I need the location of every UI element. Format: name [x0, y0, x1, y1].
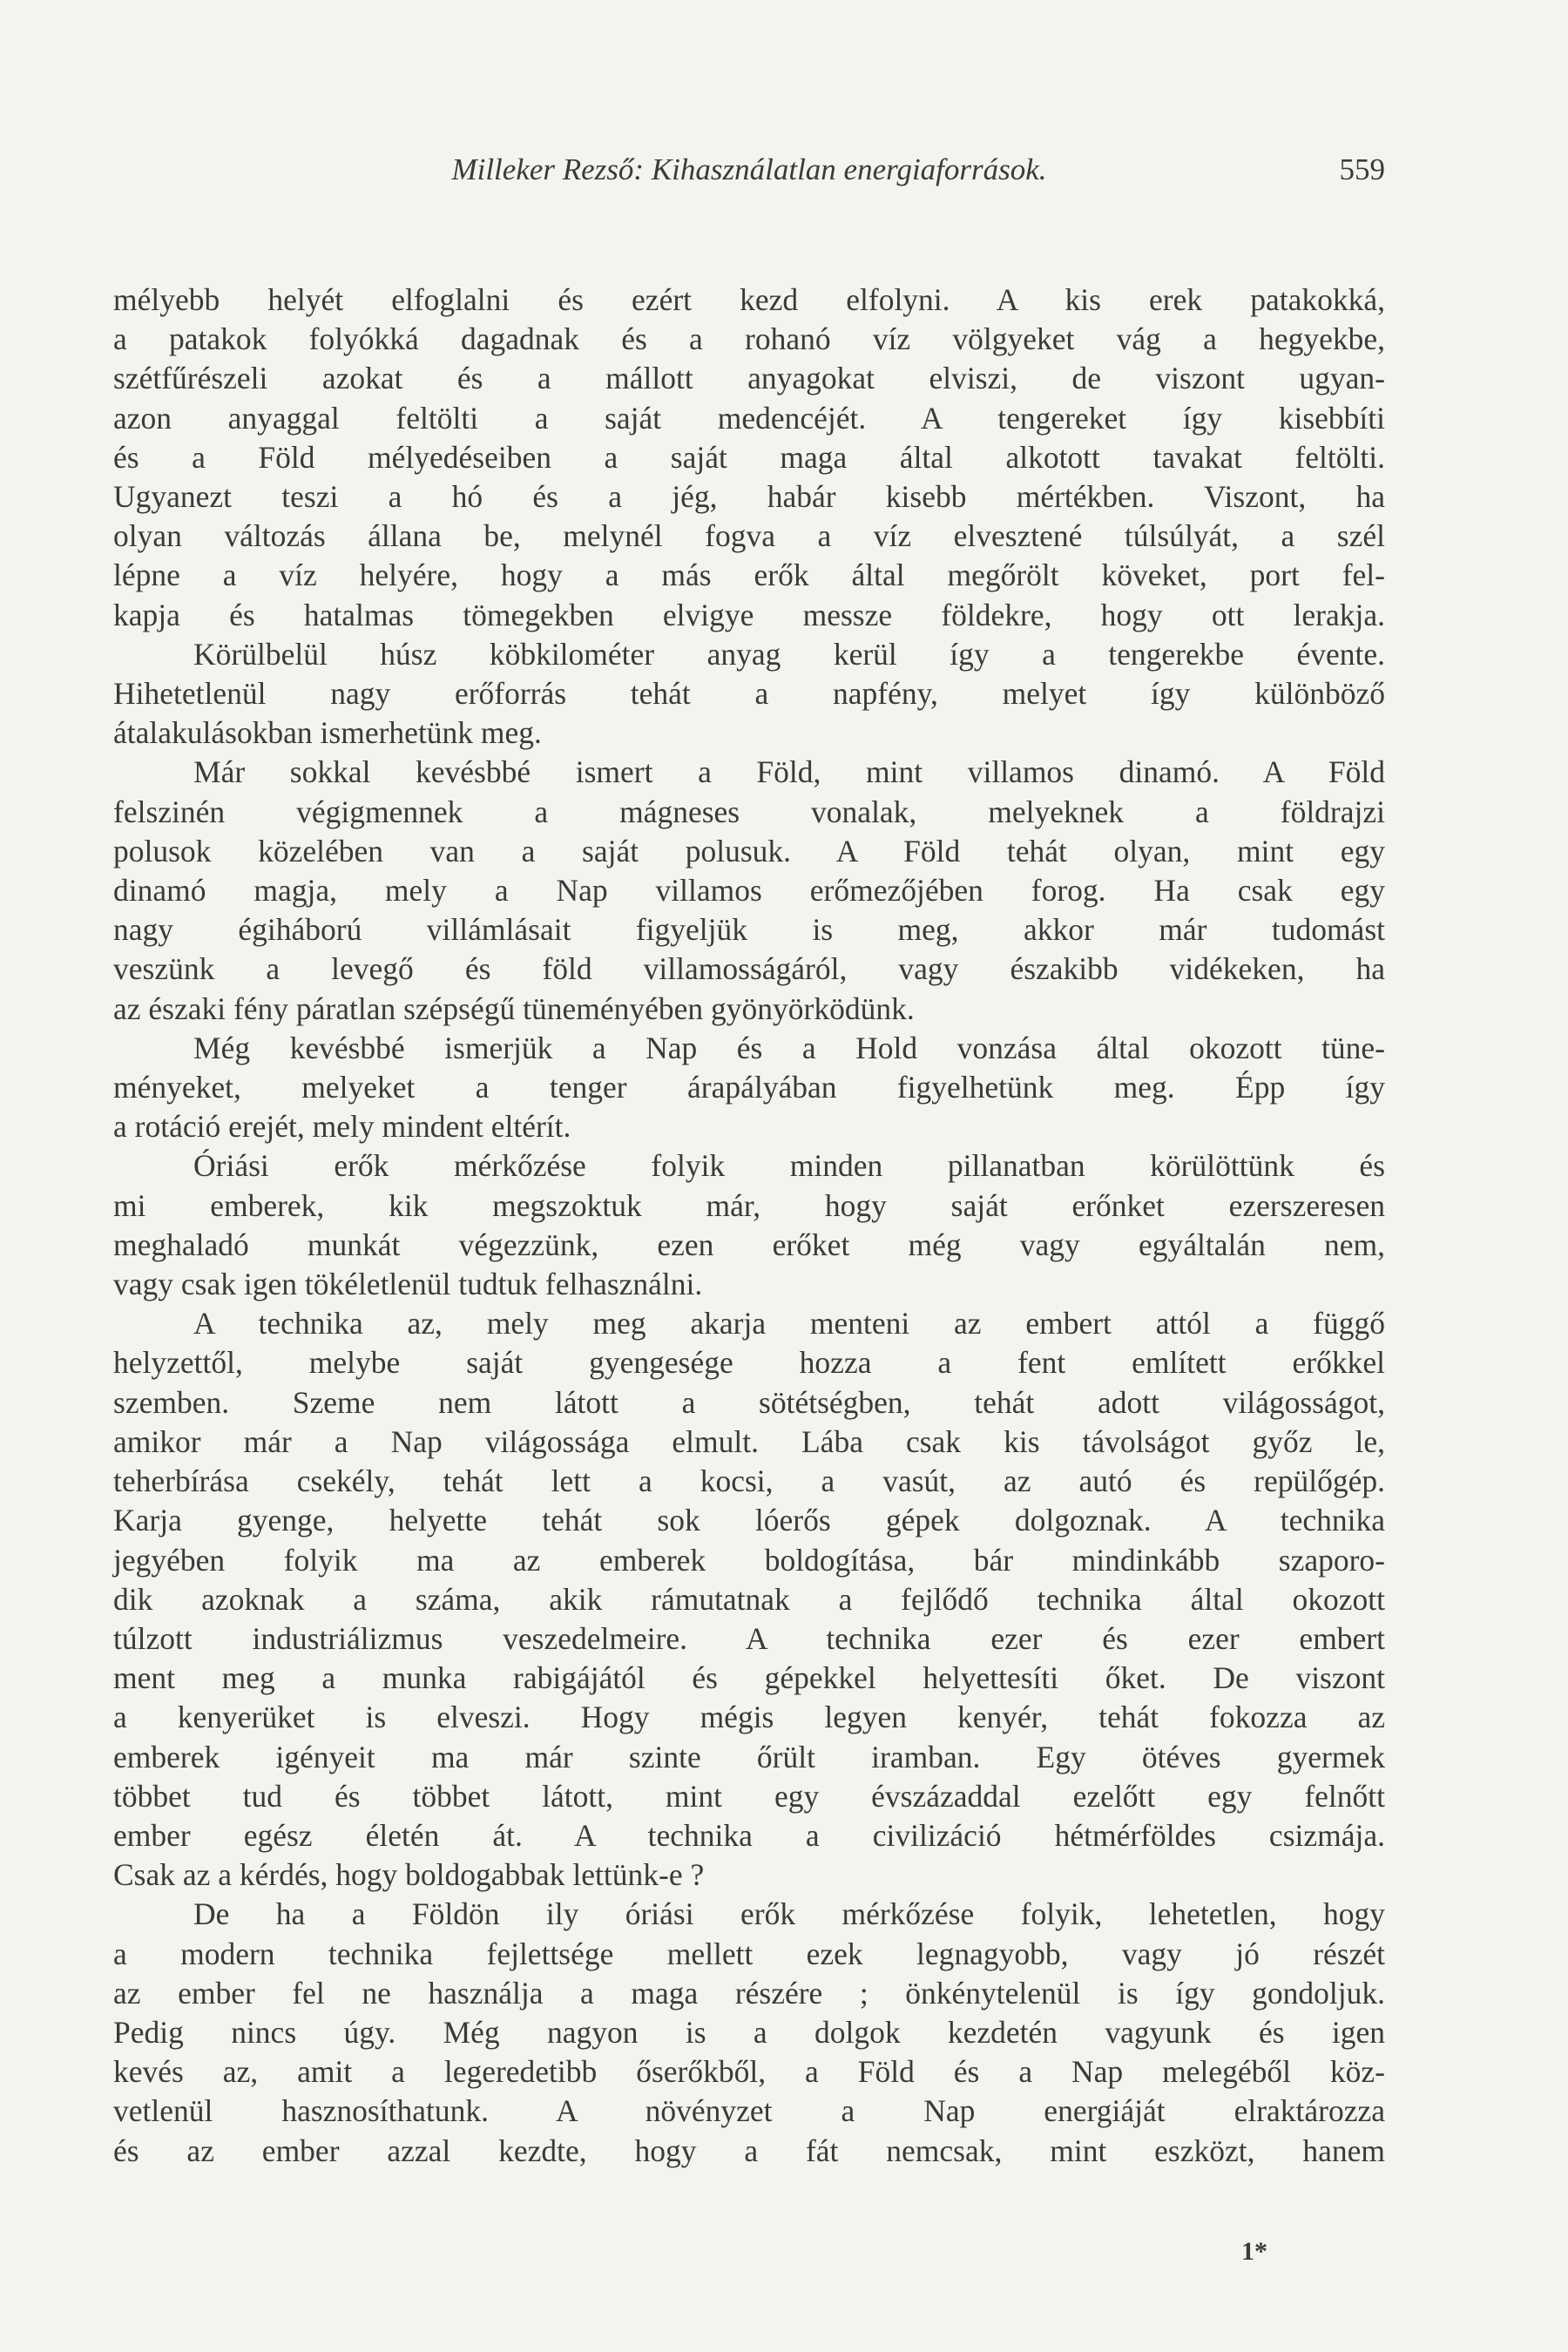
text-line: kapja és hatalmas tömegekben elvigye messze földekre, hogy ott lerakja. [113, 597, 1385, 632]
text-line: átalakulásokban ismerhetünk meg. [113, 715, 542, 751]
text-line: dik azoknak a száma, akik rámutatnak a fejlődő technika által okozott [113, 1581, 1385, 1617]
text-line: mélyebb helyét elfoglalni és ezért kezd elfolyni. A kis erek patakokká, [113, 282, 1385, 317]
text-line: ményeket, melyeket a tenger árapályában figyelhetünk meg. Épp így [113, 1070, 1385, 1105]
text-line: azon anyaggal feltölti a saját medencéjét. A tengereket így kisebbíti [113, 400, 1385, 436]
text-line: nagy égiháború villámlásait figyeljük is meg, akkor már tudomást [113, 912, 1385, 948]
text-line: meghaladó munkát végezzünk, ezen erőket még vagy egyáltalán nem, [113, 1227, 1385, 1262]
text-line: a modern technika fejlettsége mellett ezek legnagyobb, vagy jó részét [113, 1936, 1385, 1971]
text-line: az ember fel ne használja a maga részére ; önkénytelenül is így gondoljuk. [113, 1975, 1385, 2011]
text-line: teherbírása csekély, tehát lett a kocsi, a vasút, az autó és repülőgép. [113, 1463, 1385, 1499]
text-line: és az ember azzal kezdte, hogy a fát nemcsak, mint eszközt, hanem [113, 2132, 1385, 2168]
text-line: felszinén végigmennek a mágneses vonalak, melyeknek a földrajzi [113, 794, 1385, 829]
text-line: Óriási erők mérkőzése folyik minden pillanatban körülöttünk és [193, 1148, 1385, 1184]
signature-mark: 1* [1241, 2237, 1267, 2266]
text-line: polusok közelében van a saját polusuk. A Föld tehát olyan, mint egy [113, 833, 1385, 868]
text-line: helyzettől, melybe saját gyengesége hozza a fent említett erőkkel [113, 1345, 1385, 1381]
text-line: az északi fény páratlan szépségű tüneményében gyönyörködünk. [113, 990, 915, 1026]
text-line: Még kevésbbé ismerjük a Nap és a Hold vonzása által okozott tüne- [193, 1030, 1385, 1065]
text-line: ember egész életén át. A technika a civilizáció hétmérföldes csizmája. [113, 1817, 1385, 1853]
text-line: Ugyanezt teszi a hó és a jég, habár kisebb mértékben. Viszont, ha [113, 479, 1385, 515]
text-line: Hihetetlenül nagy erőforrás tehát a napfény, melyet így különböző [113, 676, 1385, 712]
text-line: emberek igényeit ma már szinte őrült iramban. Egy ötéves gyermek [113, 1739, 1385, 1774]
text-line: a patakok folyókká dagadnak és a rohanó víz völgyeket vág a hegyekbe, [113, 321, 1385, 357]
text-line: vetlenül hasznosíthatunk. A növényzet a Nap energiáját elraktározza [113, 2093, 1385, 2129]
text-line: mi emberek, kik megszoktuk már, hogy saját erőnket ezerszeresen [113, 1187, 1385, 1223]
body-text [113, 280, 1385, 2171]
text-line: kevés az, amit a legeredetibb őserőkből, a Föld és a Nap melegéből köz- [113, 2054, 1385, 2090]
text-line: olyan változás állana be, melynél fogva a víz elvesztené túlsúlyát, a szél [113, 518, 1385, 554]
text-line: többet tud és többet látott, mint egy évszázaddal ezelőtt egy felnőtt [113, 1778, 1385, 1814]
text-line: a rotáció erejét, mely mindent eltérít. [113, 1109, 571, 1145]
text-line: túlzott industriálizmus veszedelmeire. A technika ezer és ezer embert [113, 1620, 1385, 1656]
text-line: Körülbelül húsz köbkilométer anyag kerül így a tengerekbe évente. [193, 636, 1385, 672]
text-line: A technika az, mely meg akarja menteni az embert attól a függő [193, 1306, 1385, 1342]
text-line: szétfűrészeli azokat és a mállott anyagokat elviszi, de viszont ugyan- [113, 361, 1385, 396]
text-line: és a Föld mélyedéseiben a saját maga által alkotott tavakat feltölti. [113, 439, 1385, 475]
text-line: Már sokkal kevésbbé ismert a Föld, mint villamos dinamó. A Föld [193, 754, 1385, 790]
text-line: Pedig nincs úgy. Még nagyon is a dolgok kezdetén vagyunk és igen [113, 2014, 1385, 2050]
text-line: vagy csak igen tökéletlenül tudtuk felhasználni. [113, 1267, 703, 1302]
text-line: lépne a víz helyére, hogy a más erők által megőrölt köveket, port fel- [113, 558, 1385, 593]
running-title: Milleker Rezső: Kihasználatlan energiaforrások. [451, 152, 1047, 186]
page-number: 559 [1339, 152, 1385, 186]
running-head [113, 148, 1385, 192]
text-line: Karja gyenge, helyette tehát sok lóerős gépek dolgoznak. A technika [113, 1503, 1385, 1538]
text-line: De ha a Földön ily óriási erők mérkőzése folyik, lehetetlen, hogy [193, 1896, 1385, 1932]
text-line: jegyében folyik ma az emberek boldogítása, bár mindinkább szaporo- [113, 1542, 1385, 1578]
text-line: a kenyerüket is elveszi. Hogy mégis legyen kenyér, tehát fokozza az [113, 1700, 1385, 1735]
text-line: amikor már a Nap világossága elmult. Lába csak kis távolságot győz le, [113, 1423, 1385, 1459]
text-line: ment meg a munka rabigájától és gépekkel helyettesíti őket. De viszont [113, 1660, 1385, 1696]
text-line: szemben. Szeme nem látott a sötétségben, tehát adott világosságot, [113, 1384, 1385, 1420]
text-line: Csak az a kérdés, hogy boldogabbak lettünk-e ? [113, 1857, 705, 1893]
text-line: dinamó magja, mely a Nap villamos erőmezőjében forog. Ha csak egy [113, 873, 1385, 909]
text-line: veszünk a levegő és föld villamosságáról, vagy északibb vidékeken, ha [113, 951, 1385, 987]
